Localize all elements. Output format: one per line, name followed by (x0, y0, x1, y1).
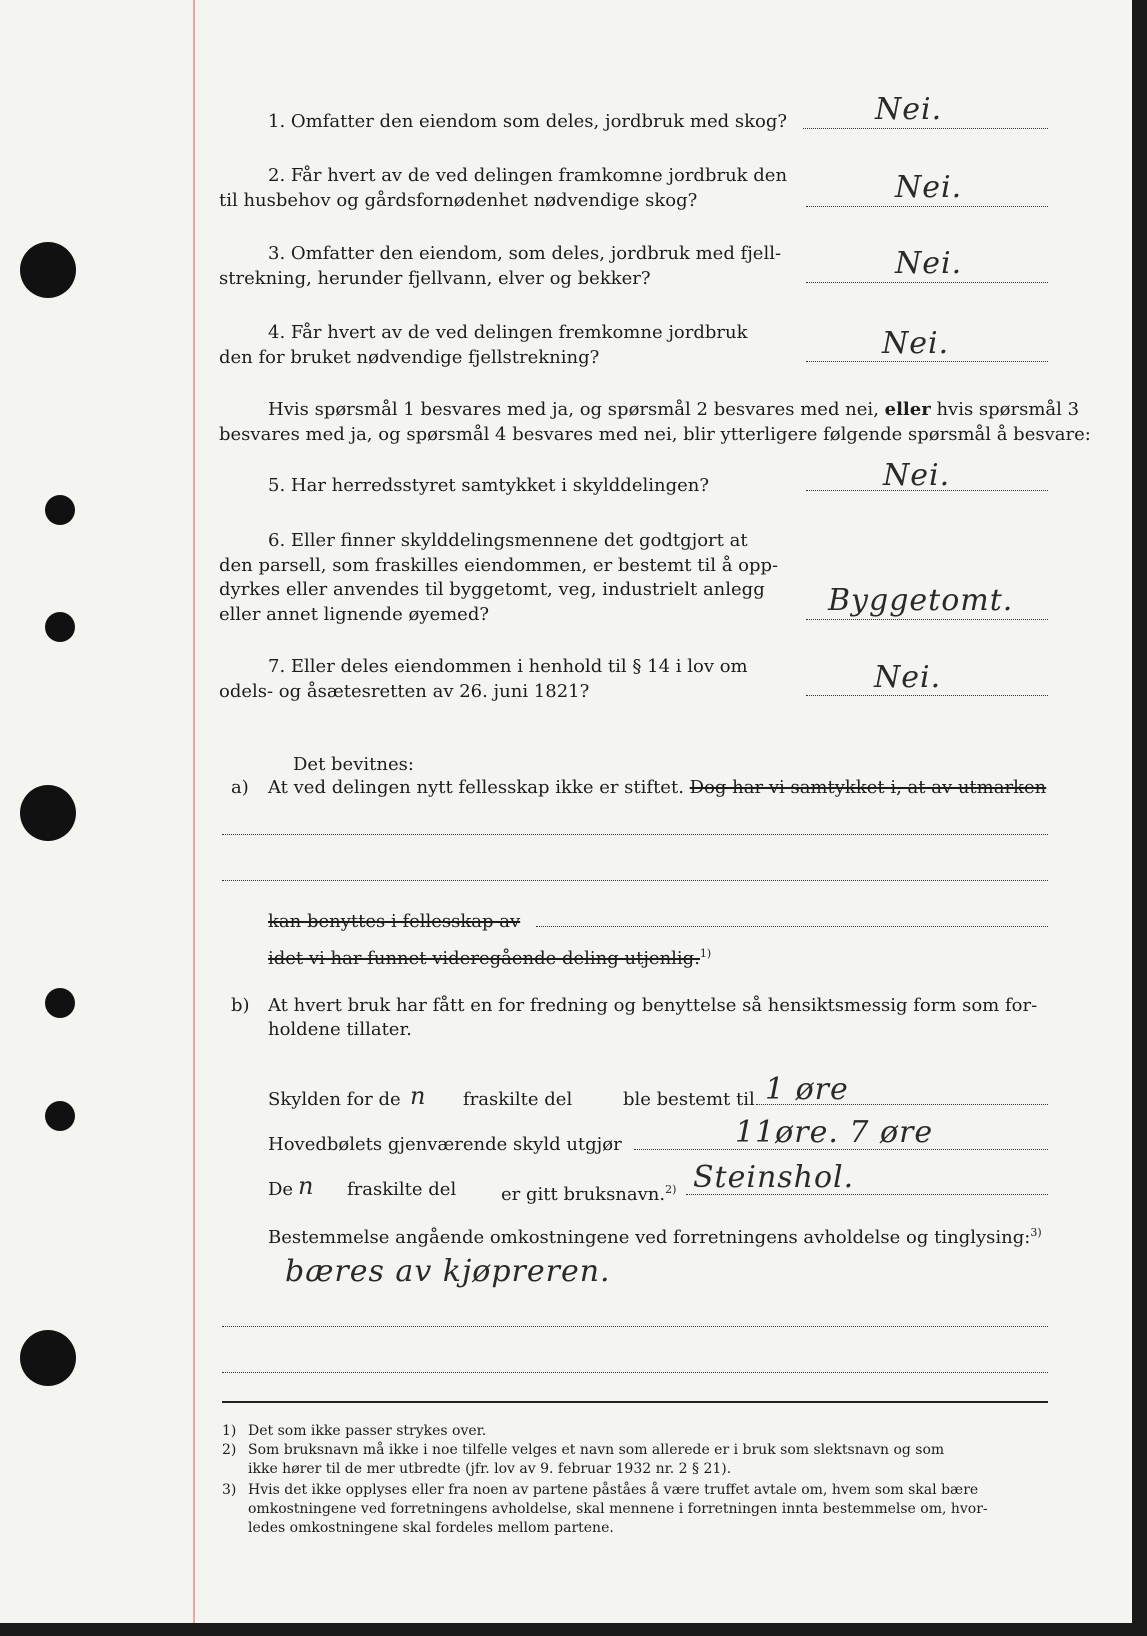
punch-hole (20, 1330, 76, 1386)
answer-line (803, 128, 1048, 129)
question-4-line1: 4. Får hvert av de ved delingen fremkomne jordbruk (268, 322, 748, 343)
answer-q4: Nei. (882, 326, 950, 361)
skyld-suffix: ble bestemt til (623, 1089, 755, 1110)
blank-line (222, 1326, 1048, 1327)
margin-line (193, 0, 195, 1623)
answer-q6: Byggetomt. (828, 583, 1014, 618)
blank-line (222, 834, 1048, 835)
question-4-line2: den for bruket nødvendige fjellstrekning? (219, 347, 600, 368)
footnote-2-line1: Som bruksnavn må ikke i noe tilfelle velges et navn som allerede er i bruk som slektsnavn og som (248, 1442, 945, 1458)
question-6-line3: dyrkes eller anvendes til byggetomt, veg, industrielt anlegg (219, 579, 765, 600)
skyld-mid: fraskilte del (463, 1089, 573, 1110)
answer-q5: Nei. (883, 458, 951, 493)
footnote-2-line2: ikke hører til de mer utbredte (jfr. lov av 9. februar 1932 nr. 2 § 21). (248, 1461, 732, 1477)
question-3-line1: 3. Omfatter den eiendom, som deles, jordbruk med fjell- (268, 243, 782, 264)
certify-a-text: At ved delingen nytt fellesskap ikke er stiftet. Dog har vi samtykket i, at av utmarken (268, 777, 1047, 798)
blank-line (536, 926, 1048, 927)
footnote-3-line2: omkostningene ved forretningens avholdelse, skal mennene i forretningen innta bestemmelse om, hvor- (248, 1501, 988, 1517)
answer-line (806, 619, 1048, 620)
hovedbol-label: Hovedbølets gjenværende skyld utgjør (268, 1134, 622, 1155)
question-6-line1: 6. Eller finner skylddelingsmennene det godtgjort at (268, 530, 748, 551)
question-7-line2: odels- og åsætesretten av 26. juni 1821? (219, 681, 590, 702)
punch-hole (20, 242, 76, 298)
footnote-3-line1: Hvis det ikke opplyses eller fra noen av partene påståes å være truffet avtale om, hvem som skal bære (248, 1482, 979, 1498)
question-7-line1: 7. Eller deles eiendommen i henhold til § 14 i lov om (268, 656, 748, 677)
question-6-line2: den parsell, som fraskilles eiendommen, er bestemt til å opp- (219, 555, 779, 576)
certify-b-line1: At hvert bruk har fått en for fredning og benyttelse så hensiktsmessig form som for- (268, 995, 1038, 1016)
punch-hole (45, 495, 75, 525)
answer-bruksnavn: Steinshol. (693, 1160, 855, 1195)
answer-line (806, 206, 1048, 207)
bruksnavn-hand-n: n (298, 1172, 315, 1200)
question-6-line4: eller annet lignende øyemed? (219, 604, 489, 625)
answer-q2: Nei. (895, 170, 963, 205)
struck-line-2: idet vi har funnet videregående deling utjenlig.$^{1)}$ (268, 947, 712, 969)
punch-hole (45, 1101, 75, 1131)
bruksnavn-suffix: er gitt bruksnavn.$^{2)}$ (501, 1183, 677, 1205)
blank-line (222, 880, 1048, 881)
answer-bestemmelse: bæres av kjøpreren. (285, 1254, 611, 1289)
question-5: 5. Har herredsstyret samtykket i skylddelingen? (268, 475, 709, 496)
bruksnavn-mid: fraskilte del (347, 1179, 457, 1200)
answer-q7: Nei. (874, 660, 942, 695)
answer-line (806, 361, 1048, 362)
question-3-line2: strekning, herunder fjellvann, elver og bekker? (219, 268, 651, 289)
answer-line (806, 695, 1048, 696)
question-2-line2: til husbehov og gårdsfornødenhet nødvendige skog? (219, 190, 698, 211)
footnote-2-mark: 2) (222, 1442, 237, 1458)
certify-b-label: b) (231, 995, 250, 1016)
answer-skyld: 1 øre (765, 1072, 849, 1107)
certify-b-line2: holdene tillater. (268, 1019, 412, 1040)
blank-line (222, 1372, 1048, 1373)
question-1: 1. Omfatter den eiendom som deles, jordbruk med skog? (268, 111, 787, 132)
punch-hole (45, 988, 75, 1018)
bruksnavn-prefix: De (268, 1179, 294, 1200)
question-2-line1: 2. Får hvert av de ved delingen framkomne jordbruk den (268, 165, 788, 186)
struck-text: Dog har vi samtykket i, at av utmarken (689, 777, 1047, 798)
footnote-1-line1: Det som ikke passer strykes over. (248, 1423, 487, 1439)
struck-line-1: kan benyttes i fellesskap av (268, 911, 521, 932)
condition-line1: Hvis spørsmål 1 besvares med ja, og spørsmål 2 besvares med nei, eller hvis spørsmål 3 (268, 399, 1080, 420)
bestemmelse-label: Bestemmelse angående omkostningene ved forretningens avholdelse og tinglysing:$^{3)}$ (268, 1226, 1042, 1248)
punch-hole (20, 785, 76, 841)
footnote-3-line3: ledes omkostningene skal fordeles mellom partene. (248, 1520, 614, 1536)
certify-heading: Det bevitnes: (293, 754, 414, 775)
answer-line (806, 282, 1048, 283)
certify-a-label: a) (231, 777, 249, 798)
punch-hole (45, 612, 75, 642)
answer-hovedbol: 11øre. 7 øre (735, 1115, 934, 1150)
footnote-3-mark: 3) (222, 1482, 237, 1498)
condition-line2: besvares med ja, og spørsmål 4 besvares med nei, blir ytterligere følgende spørsmål å besvare: (219, 424, 1091, 445)
footnote-1-mark: 1) (222, 1423, 237, 1439)
answer-q1: Nei. (875, 92, 943, 127)
skyld-prefix: Skylden for de (268, 1089, 401, 1110)
answer-q3: Nei. (895, 246, 963, 281)
footnote-rule (222, 1401, 1048, 1403)
skyld-hand-n: n (410, 1082, 427, 1110)
